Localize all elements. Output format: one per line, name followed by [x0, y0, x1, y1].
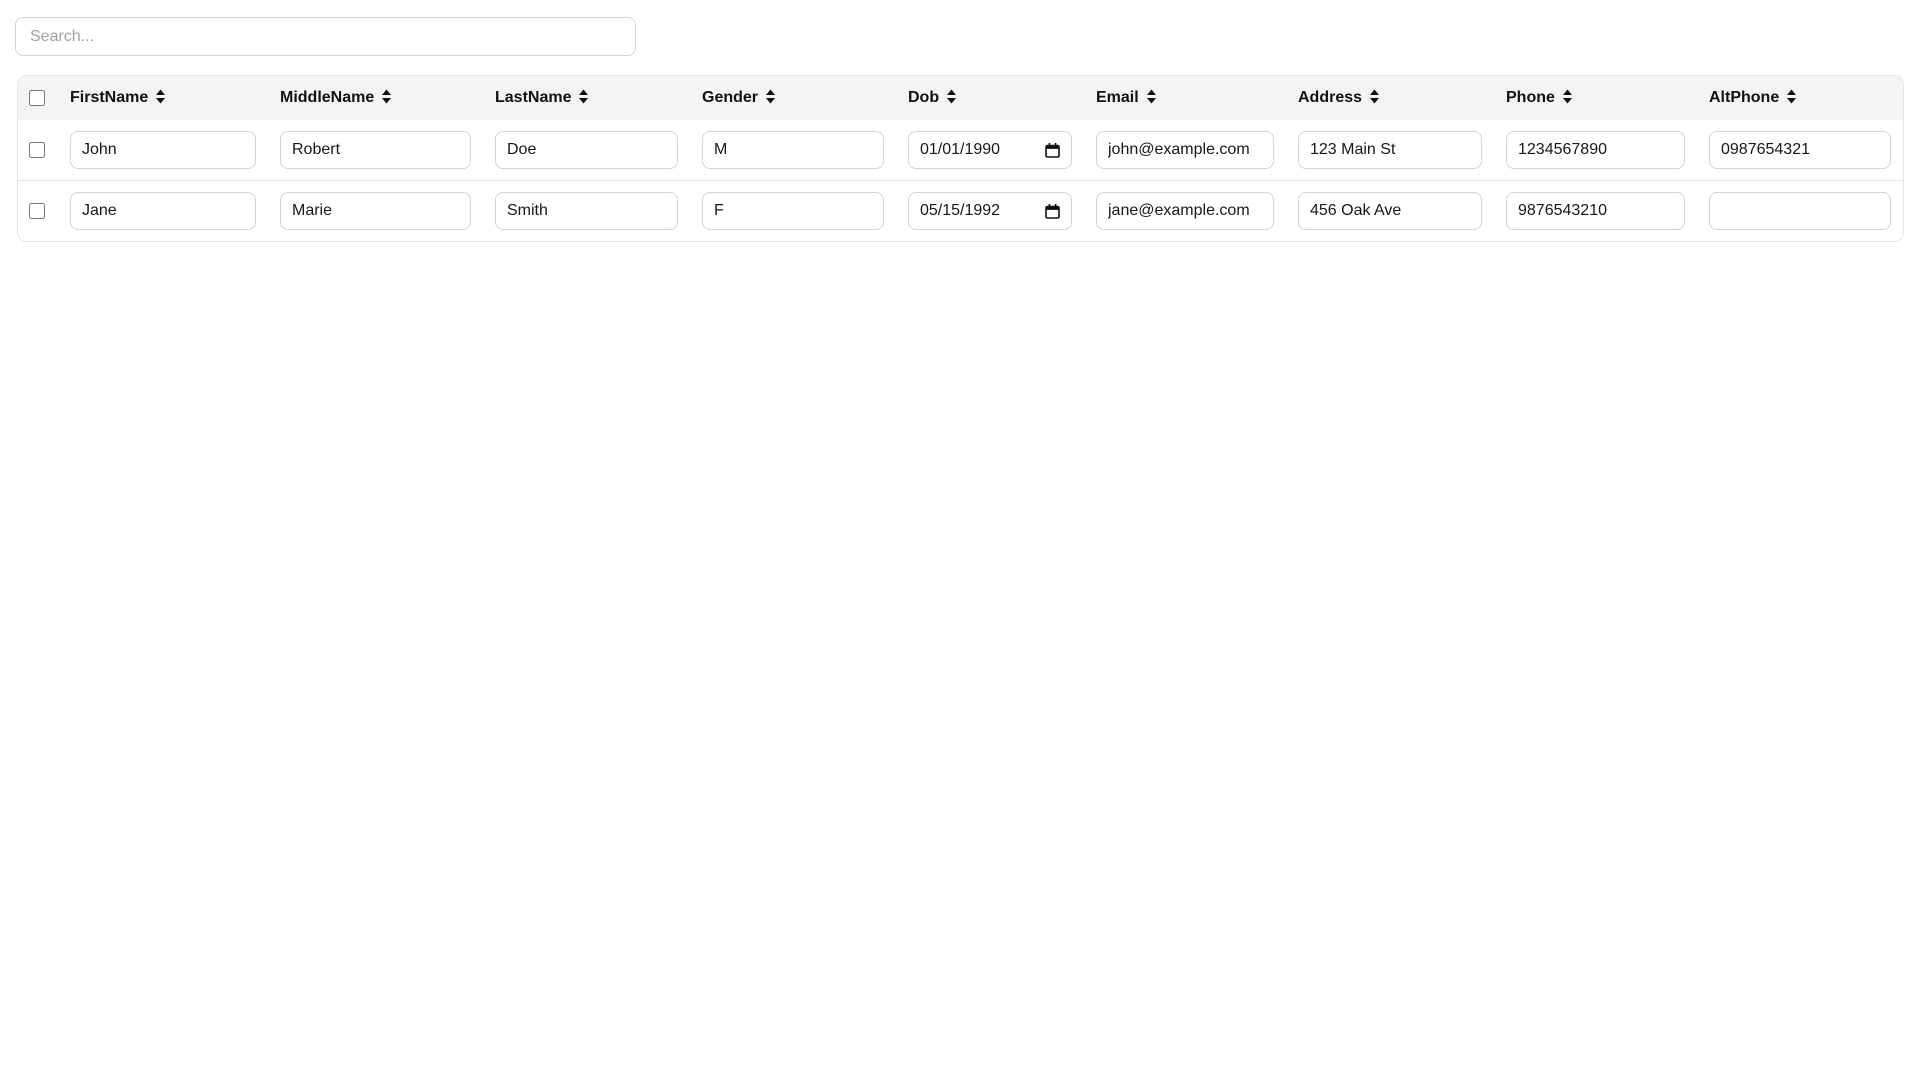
row-select-cell	[18, 120, 58, 181]
cell-address	[1286, 120, 1494, 181]
sort-arrows-icon[interactable]	[155, 89, 166, 104]
cell-phone	[1494, 181, 1697, 242]
sort-arrows-icon[interactable]	[1786, 89, 1797, 104]
column-label: FirstName	[70, 89, 149, 106]
row-select-checkbox[interactable]	[29, 142, 45, 158]
table-header	[18, 76, 1903, 120]
cell-lastname	[483, 120, 690, 181]
table-row	[18, 181, 1903, 242]
column-label: Address	[1298, 89, 1363, 106]
search-bar	[0, 0, 1920, 56]
table-body	[18, 120, 1903, 241]
firstname-input[interactable]	[70, 192, 256, 230]
address-input[interactable]	[1298, 192, 1482, 230]
column-label: MiddleName	[280, 89, 375, 106]
header-select-all-cell	[18, 76, 58, 120]
row-select-cell	[18, 181, 58, 242]
cell-dob	[896, 120, 1084, 181]
column-label: LastName	[495, 89, 572, 106]
select-all-checkbox[interactable]	[29, 90, 45, 106]
cell-middlename	[268, 181, 483, 242]
address-input[interactable]	[1298, 131, 1482, 169]
dob-value: 05/15/1992	[920, 202, 1001, 219]
cell-address	[1286, 181, 1494, 242]
phone-input[interactable]	[1506, 192, 1685, 230]
sort-arrows-icon[interactable]	[1562, 89, 1573, 104]
sort-arrows-icon[interactable]	[946, 89, 957, 104]
table-row	[18, 120, 1903, 181]
data-table	[18, 76, 1903, 241]
gender-input[interactable]	[702, 131, 884, 169]
cell-email	[1084, 120, 1286, 181]
cell-firstname	[58, 120, 268, 181]
cell-altphone	[1697, 181, 1903, 242]
column-header-address[interactable]	[1286, 76, 1494, 120]
cell-email	[1084, 181, 1286, 242]
cell-altphone	[1697, 120, 1903, 181]
search-input[interactable]	[15, 17, 636, 56]
row-select-checkbox[interactable]	[29, 203, 45, 219]
data-table-container	[17, 75, 1904, 242]
cell-lastname	[483, 181, 690, 242]
middlename-input[interactable]	[280, 192, 471, 230]
column-label: Dob	[908, 89, 940, 106]
sort-arrows-icon[interactable]	[765, 89, 776, 104]
column-header-gender[interactable]	[690, 76, 896, 120]
cell-dob	[896, 181, 1084, 242]
cell-phone	[1494, 120, 1697, 181]
column-header-lastname[interactable]	[483, 76, 690, 120]
column-header-middlename[interactable]	[268, 76, 483, 120]
calendar-icon[interactable]	[1044, 203, 1061, 220]
dob-value: 01/01/1990	[920, 141, 1001, 158]
email-input[interactable]	[1096, 131, 1274, 169]
column-label: Gender	[702, 89, 759, 106]
column-label: AltPhone	[1709, 89, 1780, 106]
calendar-icon[interactable]	[1044, 142, 1061, 159]
cell-gender	[690, 120, 896, 181]
cell-firstname	[58, 181, 268, 242]
sort-arrows-icon[interactable]	[1369, 89, 1380, 104]
gender-input[interactable]	[702, 192, 884, 230]
lastname-input[interactable]	[495, 131, 678, 169]
phone-input[interactable]	[1506, 131, 1685, 169]
cell-gender	[690, 181, 896, 242]
dob-date-input[interactable]	[908, 131, 1072, 169]
email-input[interactable]	[1096, 192, 1274, 230]
column-label: Phone	[1506, 89, 1555, 106]
dob-date-input[interactable]	[908, 192, 1072, 230]
middlename-input[interactable]	[280, 131, 471, 169]
sort-arrows-icon[interactable]	[1146, 89, 1157, 104]
header-row	[18, 76, 1903, 120]
altphone-input[interactable]	[1709, 131, 1891, 169]
column-header-email[interactable]	[1084, 76, 1286, 120]
cell-middlename	[268, 120, 483, 181]
column-header-phone[interactable]	[1494, 76, 1697, 120]
altphone-input[interactable]	[1709, 192, 1891, 230]
column-header-dob[interactable]	[896, 76, 1084, 120]
column-header-altphone[interactable]	[1697, 76, 1903, 120]
lastname-input[interactable]	[495, 192, 678, 230]
column-header-firstname[interactable]	[58, 76, 268, 120]
firstname-input[interactable]	[70, 131, 256, 169]
sort-arrows-icon[interactable]	[381, 89, 392, 104]
sort-arrows-icon[interactable]	[578, 89, 589, 104]
column-label: Email	[1096, 89, 1139, 106]
